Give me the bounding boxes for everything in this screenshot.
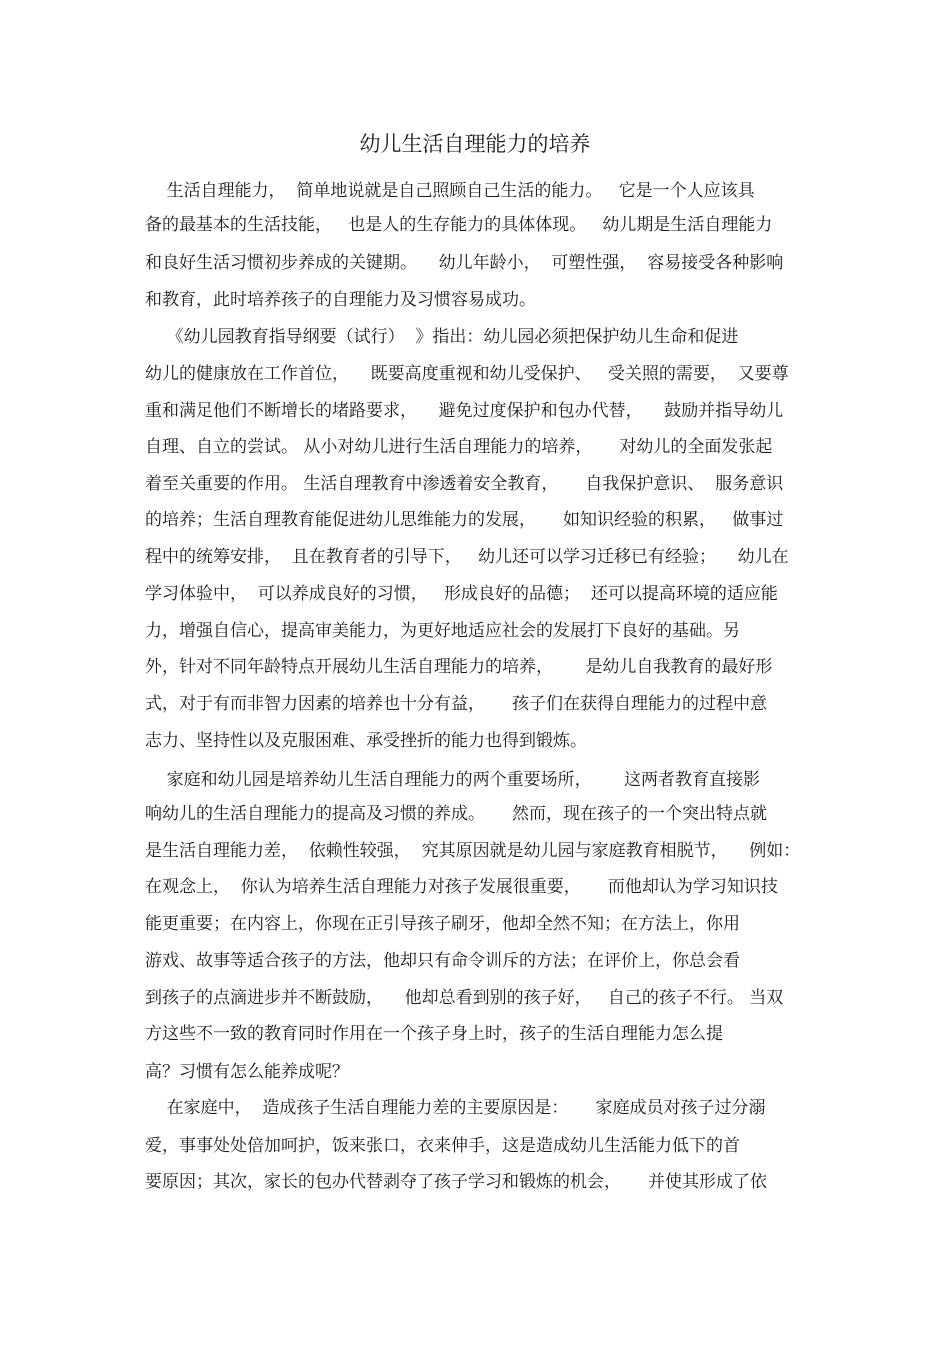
- body-line: 高？习惯有怎么能养成呢？: [145, 1062, 349, 1082]
- body-line: 力，增强自信心，提高审美能力，为更好地适应社会的发展打下良好的基础。另: [145, 621, 740, 641]
- body-line: 志力、坚持性以及克服困难、承受挫折的能力也得到锻炼。: [145, 731, 587, 751]
- body-line: 学习体验中， 可以养成良好的习惯， 形成良好的品德； 还可以提高环境的适应能: [145, 584, 778, 604]
- body-line: 在观念上， 你认为培养生活自理能力对孩子发展很重要， 而他却认为学习知识技: [145, 877, 778, 897]
- body-line: 家庭和幼儿园是培养幼儿生活自理能力的两个重要场所， 这两者教育直接影: [145, 770, 761, 790]
- body-line: 式，对于有而非智力因素的培养也十分有益， 孩子们在获得自理能力的过程中意: [145, 694, 768, 714]
- body-line: 游戏、故事等适合孩子的方法，他却只有命令训斥的方法；在评价上，你总会看: [145, 951, 740, 971]
- body-line: 要原因；其次，家长的包办代替剥夺了孩子学习和锻炼的机会， 并使其形成了依: [145, 1172, 768, 1192]
- body-line: 方这些不一致的教育同时作用在一个孩子身上时，孩子的生活自理能力怎么提: [145, 1024, 723, 1044]
- body-line: 能更重要；在内容上，你现在正引导孩子刷牙，他却全然不知；在方法上，你用: [145, 914, 740, 934]
- body-line: 《幼儿园教育指导纲要（试行） 》指出：幼儿园必须把保护幼儿生命和促进: [145, 327, 739, 347]
- body-line: 的培养；生活自理教育能促进幼儿思维能力的发展， 如知识经验的积累， 做事过: [145, 510, 784, 530]
- body-line: 在家庭中， 造成孩子生活自理能力差的主要原因是： 家庭成员对孩子过分溺: [145, 1098, 766, 1118]
- body-line: 到孩子的点滴进步并不断鼓励， 他却总看到别的孩子好， 自己的孩子不行。 当双: [145, 988, 784, 1008]
- document-title: 幼儿生活自理能力的培养: [359, 132, 591, 156]
- body-line: 重和满足他们不断增长的堵路要求， 避免过度保护和包办代替， 鼓励并指导幼儿: [145, 401, 784, 421]
- body-line: 外，针对不同年龄特点开展幼儿生活自理能力的培养， 是幼儿自我教育的最好形: [145, 657, 773, 677]
- body-line: 响幼儿的生活自理能力的提高及习惯的养成。 然而，现在孩子的一个突出特点就: [145, 804, 768, 824]
- body-line: 生活自理能力， 简单地说就是自己照顾自己生活的能力。 它是一个人应该具: [145, 181, 755, 201]
- body-line: 幼儿的健康放在工作首位， 既要高度重视和幼儿受保护、 受关照的需要， 又要尊: [145, 364, 789, 384]
- body-line: 程中的统筹安排， 且在教育者的引导下， 幼儿还可以学习迁移已有经验； 幼儿在: [145, 547, 789, 567]
- body-line: 自理、自立的尝试。 从小对幼儿进行生活自理能力的培养， 对幼儿的全面发张起: [145, 437, 773, 457]
- body-line: 着至关重要的作用。 生活自理教育中渗透着安全教育， 自我保护意识、 服务意识: [145, 474, 784, 494]
- body-line: 备的最基本的生活技能， 也是人的生存能力的具体体现。 幼儿期是生活自理能力: [145, 215, 773, 235]
- body-line: 和良好生活习惯初步养成的关键期。 幼儿年龄小， 可塑性强， 容易接受各种影响: [145, 253, 784, 273]
- body-line: 爱，事事处处倍加呵护，饭来张口，衣来伸手，这是造成幼儿生活能力低下的首: [145, 1136, 740, 1156]
- body-line: 和教育，此时培养孩子的自理能力及习惯容易成功。: [145, 290, 536, 310]
- body-line: 是生活自理能力差， 依赖性较强， 究其原因就是幼儿园与家庭教育相脱节， 例如：: [145, 841, 801, 861]
